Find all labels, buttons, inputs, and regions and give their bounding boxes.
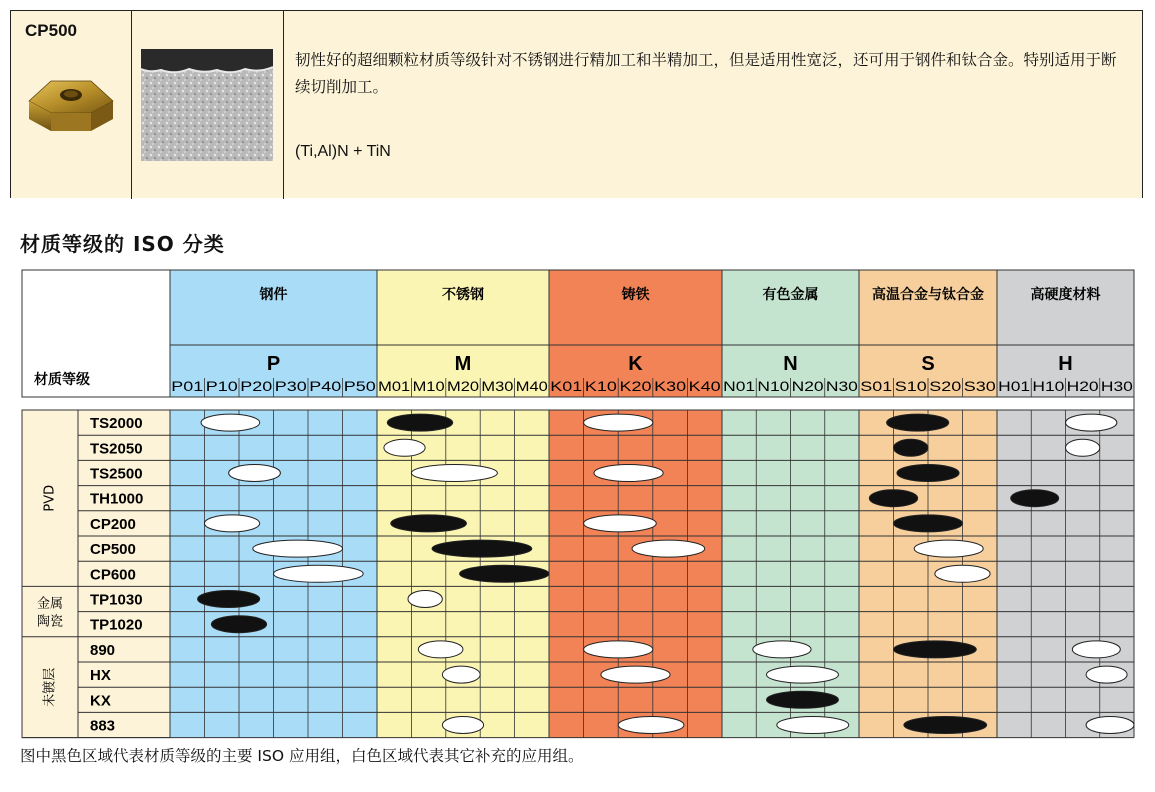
application-mark-ts2500-k-support bbox=[594, 465, 663, 482]
application-mark-cp200-p-support bbox=[205, 515, 260, 532]
application-mark-th1000-h-main bbox=[1011, 490, 1059, 507]
grade-description: 韧性好的超细颗粒材质等级针对不锈钢进行精加工和半精加工，但是适用性宽泛，还可用于钢件和钛合金。特别适用于断续切削加工。 bbox=[295, 51, 1117, 96]
application-mark-hx-m-support bbox=[442, 666, 480, 683]
group-label-p: 钢件 bbox=[259, 287, 288, 303]
subgroup-label-s30: S30 bbox=[963, 379, 996, 394]
grade-name-883: 883 bbox=[90, 717, 116, 735]
subgroup-label-h01: H01 bbox=[998, 379, 1031, 394]
grade-name-ts2050: TS2050 bbox=[90, 440, 143, 458]
application-mark-883-k-support bbox=[618, 717, 684, 734]
group-label-s: 高温合金与钛合金 bbox=[872, 287, 984, 303]
application-mark-883-m-support bbox=[442, 717, 483, 734]
application-mark-kx-n-main bbox=[767, 691, 839, 708]
grade-name-kx: KX bbox=[90, 692, 111, 710]
group-label-m: 不锈钢 bbox=[442, 287, 484, 303]
group-letter-s: S bbox=[921, 353, 935, 375]
subgroup-label-k10: K10 bbox=[584, 379, 617, 394]
subgroup-label-k20: K20 bbox=[619, 379, 652, 394]
application-mark-cp200-k-support bbox=[584, 515, 657, 532]
grade-name-cp600: CP600 bbox=[90, 566, 136, 584]
application-mark-ts2000-m-main bbox=[387, 414, 452, 431]
application-mark-ts2000-p-support bbox=[201, 414, 260, 431]
subgroup-label-m30: M30 bbox=[481, 379, 514, 394]
coating-composition: (Ti,Al)N + TiN bbox=[295, 143, 391, 160]
subgroup-label-s20: S20 bbox=[929, 379, 962, 394]
group-letter-k: K bbox=[628, 353, 643, 375]
application-mark-ts2500-m-support bbox=[411, 465, 497, 482]
grade-name-cp200: CP200 bbox=[90, 515, 136, 533]
grade-name-tp1030: TP1030 bbox=[90, 591, 143, 609]
subgroup-label-m20: M20 bbox=[447, 379, 479, 394]
subgroup-label-h20: H20 bbox=[1066, 379, 1099, 394]
subgroup-label-k40: K40 bbox=[688, 379, 721, 394]
category-label-1-line2: 陶瓷 bbox=[36, 614, 64, 630]
subgroup-label-h30: H30 bbox=[1100, 379, 1133, 394]
group-letter-h: H bbox=[1058, 353, 1073, 375]
grade-name-cp500: CP500 bbox=[90, 541, 136, 559]
application-mark-cp600-s-support bbox=[935, 565, 990, 582]
subgroup-label-m40: M40 bbox=[515, 379, 548, 394]
application-mark-890-k-support bbox=[584, 641, 653, 658]
application-mark-ts2000-h-support bbox=[1066, 414, 1117, 431]
application-mark-ts2000-s-main bbox=[887, 414, 949, 431]
grade-name-tp1020: TP1020 bbox=[90, 616, 143, 634]
subgroup-label-p01: P01 bbox=[171, 379, 204, 394]
application-mark-cp600-p-support bbox=[274, 565, 364, 582]
grade-name-890: 890 bbox=[90, 641, 116, 659]
group-label-n: 有色金属 bbox=[762, 287, 819, 303]
group-letter-p: P bbox=[266, 353, 281, 375]
application-mark-cp500-k-support bbox=[632, 540, 705, 557]
grade-name: CP500 bbox=[25, 21, 77, 40]
application-mark-883-h-support bbox=[1086, 717, 1134, 734]
category-label-0: PVD bbox=[42, 484, 58, 512]
application-mark-tp1030-p-main bbox=[198, 591, 260, 608]
group-body-k bbox=[549, 410, 722, 738]
application-mark-ts2050-s-main bbox=[894, 439, 929, 456]
row-header-label: 材质等级 bbox=[34, 372, 90, 388]
application-mark-ts2500-p-support bbox=[229, 465, 281, 482]
subgroup-label-p30: P30 bbox=[274, 379, 307, 394]
application-mark-cp200-m-main bbox=[391, 515, 467, 532]
category-label-1: 金属 bbox=[36, 596, 64, 612]
application-mark-ts2500-s-main bbox=[897, 465, 959, 482]
application-mark-890-s-main bbox=[894, 641, 977, 658]
application-mark-tp1030-m-support bbox=[408, 591, 442, 608]
subgroup-label-m10: M10 bbox=[412, 379, 445, 394]
subgroup-label-s01: S01 bbox=[860, 379, 893, 394]
application-mark-890-m-support bbox=[418, 641, 463, 658]
application-mark-tp1020-p-main bbox=[211, 616, 266, 633]
grade-name-hx: HX bbox=[90, 667, 111, 685]
subgroup-label-h10: H10 bbox=[1032, 379, 1065, 394]
application-mark-cp500-m-main bbox=[432, 540, 532, 557]
subgroup-label-k01: K01 bbox=[550, 379, 583, 394]
subgroup-label-n30: N30 bbox=[825, 379, 858, 394]
subgroup-label-k30: K30 bbox=[654, 379, 687, 394]
application-mark-883-s-main bbox=[904, 717, 987, 734]
subgroup-label-p40: P40 bbox=[309, 379, 342, 394]
category-label-2: 未镀层 bbox=[42, 667, 58, 707]
group-letter-m: M bbox=[454, 353, 472, 375]
application-mark-ts2050-m-support bbox=[384, 439, 425, 456]
subgroup-label-p50: P50 bbox=[343, 379, 376, 394]
application-mark-890-n-support bbox=[753, 641, 811, 658]
legend-footnote: 图中黑色区域代表材质等级的主要 ISO 应用组，白色区域代表其它补充的应用组。 bbox=[20, 747, 584, 765]
application-mark-cp500-s-support bbox=[914, 540, 983, 557]
application-mark-cp600-m-main bbox=[460, 565, 549, 582]
subgroup-label-m01: M01 bbox=[378, 379, 411, 394]
subgroup-label-p10: P10 bbox=[205, 379, 238, 394]
subgroup-label-n10: N10 bbox=[757, 379, 790, 394]
subgroup-label-s10: S10 bbox=[894, 379, 927, 394]
application-mark-ts2050-h-support bbox=[1066, 439, 1100, 456]
grade-name-th1000: TH1000 bbox=[90, 490, 144, 508]
section-title: 材质等级的 ISO 分类 bbox=[20, 232, 225, 256]
application-mark-hx-k-support bbox=[601, 666, 670, 683]
subgroup-label-n01: N01 bbox=[723, 379, 756, 394]
application-mark-hx-n-support bbox=[767, 666, 839, 683]
group-label-h: 高硬度材料 bbox=[1030, 287, 1101, 303]
application-mark-th1000-s-main bbox=[869, 490, 917, 507]
group-letter-n: N bbox=[783, 353, 798, 375]
application-mark-883-n-support bbox=[777, 717, 849, 734]
group-label-k: 铸铁 bbox=[621, 287, 650, 303]
grade-name-ts2500: TS2500 bbox=[90, 465, 143, 483]
subgroup-label-p20: P20 bbox=[240, 379, 273, 394]
application-mark-ts2000-k-support bbox=[584, 414, 653, 431]
subgroup-label-n20: N20 bbox=[791, 379, 824, 394]
application-mark-hx-h-support bbox=[1086, 666, 1127, 683]
application-mark-cp200-s-main bbox=[894, 515, 963, 532]
application-mark-cp500-p-support bbox=[253, 540, 343, 557]
application-mark-890-h-support bbox=[1072, 641, 1120, 658]
grade-name-ts2000: TS2000 bbox=[90, 415, 143, 433]
